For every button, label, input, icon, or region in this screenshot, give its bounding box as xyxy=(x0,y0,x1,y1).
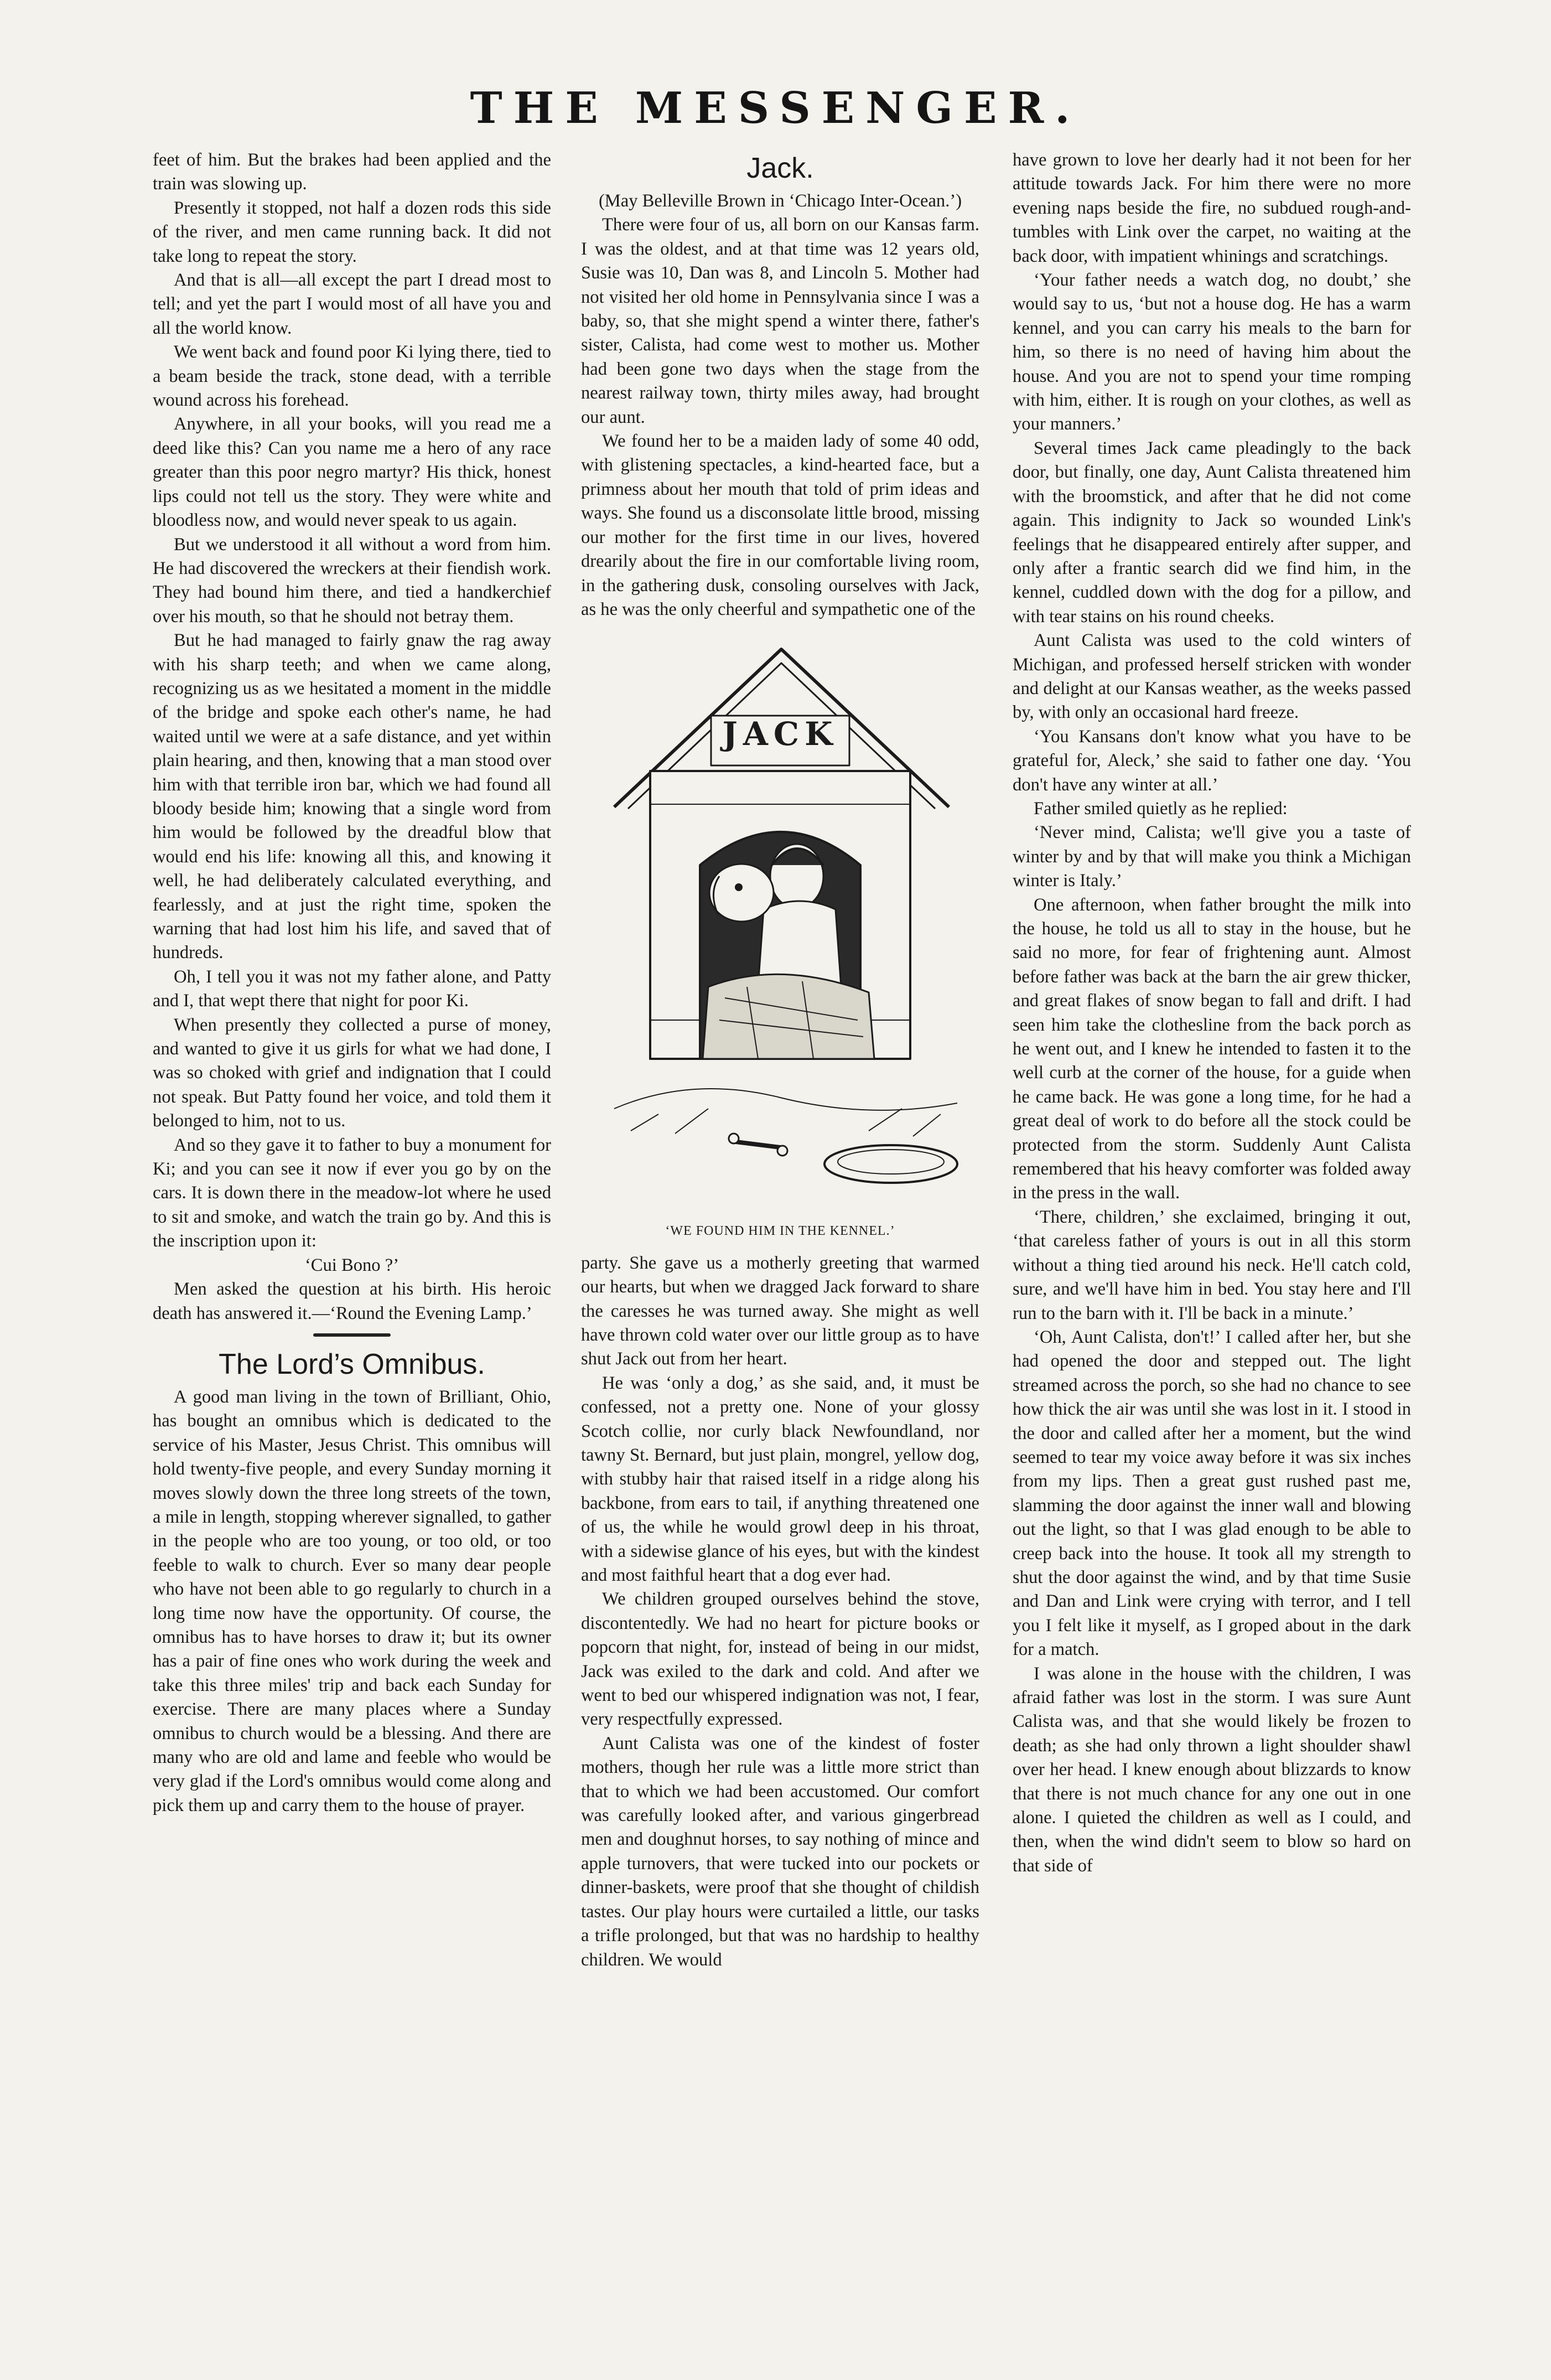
paragraph: There were four of us, all born on our Kansas farm. I was the oldest, and at that time was 12 years old, Susie was 10, Dan was 8, and Lincoln 5. Mother had not visited her old home in Pennsylvania since I was a baby, so, that she might spend a winter there, father's sister, Calista, had come west to mother us. Mother had been gone two days when the stage from the nearest railway town, thirty miles away, had brought our aunt. xyxy=(581,215,979,427)
omnibus-paragraphs xyxy=(153,1385,551,1818)
paragraph: A good man living in the town of Brilliant, Ohio, has bought an omnibus which is dedicated to the service of his Master, Jesus Christ. This omnibus will hold twenty-five people, and every Sunday morning it moves slowly down the three long streets of the town, a mile in length, stopping wherever signalled, to gather in the people who are too young, or too old, or too feeble to walk to church. Ever so many dear people who have not been able to go regularly to church in a long time now have the opportunity. Of course, the omnibus has to have horses to draw it; but its owner has a pair of fine ones who work during the week and take this three miles' trip and back each Sunday for exercise. There are many places where a Sunday omnibus to church would be a blessing. And there are many who are old and lame and feeble who would be very glad if the Lord's omnibus would come along and pick them up and carry them to the house of prayer. xyxy=(153,1386,551,1815)
paragraph: We went back and found poor Ki lying there, tied to a beam beside the track, stone dead, with a terrible wound across his forehead. xyxy=(153,342,551,411)
paragraph: He was ‘only a dog,’ as she said, and, it must be confessed, not a pretty one. None of your glossy Scotch collie, nor curly black Newfoundland, nor tawny St. Bernard, but just plain, mongrel, yellow dog, with stubby hair that raised itself in a ridge along his backbone, from ears to tail, if anything threatened one of us, the while he would growl deep in his throat, with a sidewise glance of his eyes, but with the kindest and most faithful heart that a dog ever had. xyxy=(581,1373,979,1585)
paragraph: We found her to be a maiden lady of some 40 odd, with glistening spectacles, a kind-hearted face, but a primness about her mouth that told of prim ideas and ways. She found us a disconsolate little brood, missing our mother for the first time in our lives, hovered drearily about the fire in our comfortable living room, in the gathering dusk, consoling ourselves with Jack, as he was the only cheerful and sympathetic one of the xyxy=(581,431,979,619)
paragraph: Aunt Calista was one of the kindest of foster mothers, though her rule was a little more strict than that to which we had been accustomed. Our comfort was carefully looked after, and various gingerbread men and doughnut horses, to say nothing of mince and apple turnovers, that were tucked into our pockets or dinner-baskets, were proof that she thought of childish tastes. Our play hours were curtailed a little, our tasks a trifle prolonged, but that was no hardship to healthy children. We would xyxy=(581,1733,979,1970)
paragraph: When presently they collected a purse of money, and wanted to give it us girls for what we had done, I was so choked with grief and indignation that I could not speak. But Patty found her voice, and told them it belonged to him, not to us. xyxy=(153,1015,551,1131)
paragraph: ‘Oh, Aunt Calista, don't!’ I called after her, but she had opened the door and stepped out. The light streamed across the porch, so she had no chance to see how thick the air was until she was lost in it. I stood in the door and called after her a moment, but the wind seemed to tear my voice away before it was six inches from my lips. Then a great gust rushed past me, slamming the door against the inner wall and blowing out the light, so that I was glad enough to be able to creep back into the house. It took all my strength to shut the door against the wind, and by that time Susie and Dan and Link were crying with terror, and I tell you I felt like it myself, as I groped about in the dark for a match. xyxy=(1013,1327,1411,1660)
paragraph: We children grouped ourselves behind the stove, discontentedly. We had no heart for picture books or popcorn that night, for, instead of being in our midst, Jack was exiled to the dark and cold. And after we went to bed our whispered indignation was not, I fear, very respectfully expressed. xyxy=(581,1589,979,1730)
paragraph: Presently it stopped, not half a dozen rods this side of the river, and men came running back. It did not take long to repeat the story. xyxy=(153,198,551,266)
paragraph: And that is all—all except the part I dread most to tell; and yet the part I would most of all have you and all the world know. xyxy=(153,270,551,338)
ki-story-ending xyxy=(153,1277,551,1326)
paragraph: ‘You Kansans don't know what you have to be grateful for, Aleck,’ she said to father one day. ‘You don't have any winter at all.’ xyxy=(1013,726,1411,795)
paragraph: ‘Never mind, Calista; we'll give you a taste of winter by and by that will make you think a Michigan winter is Italy.’ xyxy=(1013,822,1411,891)
paragraph: Men asked the question at his birth. His heroic death has answered it.—‘Round the Evening Lamp.’ xyxy=(153,1279,551,1323)
kennel-illustration xyxy=(581,633,979,1214)
paragraph: But we understood it all without a word from him. He had discovered the wreckers at their fiendish work. They had bound him there, and tied a handkerchief over his mouth, so that he should not betray them. xyxy=(153,534,551,627)
paragraph: feet of him. But the brakes had been applied and the train was slowing up. xyxy=(153,150,551,194)
paragraph: I was alone in the house with the children, I was afraid father was lost in the storm. I was sure Aunt Calista was, and that she would likely be frozen to death; as she had only thrown a light shoulder shawl over her head. I knew enough about blizzards to know that there is not much chance for any one out in one alone. I quieted the children as well as I could, and then, when the wind didn't seem to blow so hard on that side of xyxy=(1013,1663,1411,1876)
headline-jack: Jack. xyxy=(746,152,814,184)
jack-paragraphs-b xyxy=(581,1251,979,1972)
masthead: THE MESSENGER. xyxy=(470,83,1081,133)
paragraph: And so they gave it to father to buy a monument for Ki; and you can see it now if ever you go by on the cars. It is down there in the meadow-lot where he used to sit and smoke, and watch the train go by. And this is the inscription upon it: xyxy=(153,1135,551,1251)
inscription: ‘Cui Bono ?’ xyxy=(304,1255,400,1275)
paragraph: Aunt Calista was used to the cold winters of Michigan, and professed herself stricken with wonder and delight at our Kansas weather, as the weeks passed by, with only an occasional hard freeze. xyxy=(1013,630,1411,723)
column-middle xyxy=(581,148,979,1972)
paragraph: Several times Jack came pleadingly to the back door, but finally, one day, Aunt Calista threatened him with the broomstick, and after that he did not come again. This indignity to Jack so wounded Link's feelings that he disappeared entirely after supper, and only after a frantic search did we find him, in the kennel, cuddled down with the dog for a pillow, and with tear stains on his round cheeks. xyxy=(1013,438,1411,627)
headline-lords-omnibus: The Lord’s Omnibus. xyxy=(219,1348,485,1380)
jack-paragraphs-a xyxy=(581,213,979,622)
illustration-caption: ‘WE FOUND HIM IN THE KENNEL.’ xyxy=(665,1224,895,1239)
section-divider xyxy=(313,1333,391,1337)
paragraph: One afternoon, when father brought the milk into the house, he told us all to stay in the house, but he said no more, for fear of frightening aunt. Almost before father was back at the barn the air grew thicker, and great flakes of snow began to fall and drift. I had seen him take the clothesline from the back porch as he went out, and I knew he intended to fasten it to the well curb at the corner of the house, for a guide when he came back. He was gone a long time, for he had a great deal of work to do before all the stock could be protected from the storm. Suddenly Aunt Calista remembered that his heavy comforter was folded away in the press in the wall. xyxy=(1013,894,1411,1203)
paragraph: ‘Your father needs a watch dog, no doubt,’ she would say to us, ‘but not a house dog. He has a warm kennel, and you can carry his meals to the barn for him, so there is no need of having him about the house. And you are not to spend your time romping with him, either. It is rough on your clothes, as well as your manners.’ xyxy=(1013,270,1411,434)
paragraph: Anywhere, in all your books, will you read me a deed like this? Can you name me a hero of any race greater than this poor negro martyr? His thick, honest lips could not tell us the story. They were white and bloodless now, and would never speak to us again. xyxy=(153,414,551,531)
column-right xyxy=(1013,148,1411,1878)
byline: (May Belleville Brown in ‘Chicago Inter-Ocean.’) xyxy=(598,191,962,211)
ki-story-paragraphs xyxy=(153,148,551,1254)
paragraph: But he had managed to fairly gnaw the rag away with his sharp teeth; and when we came along, recognizing us as we hesitated a moment in the middle of the bridge and spoke each other's name, he had waited until we were at a safe distance, and yet within plain hearing, and then, knowing that a man stood over him with that terrible iron bar, which we had found all bloody beside him; knowing that a single word from him would be followed by the dreadful blow that would end his life: knowing all this, and knowing it well, he had deliberately calculated everything, and fearlessly, and at just the right time, spoken the warning that had lost him his life, and saved that of hundreds. xyxy=(153,630,551,963)
paragraph: ‘There, children,’ she exclaimed, bringing it out, ‘that careless father of yours is out in all this storm without a thing tied around his neck. He'll catch cold, sure, and we'll have him in bed. You stay here and I'll run to the barn with it. I'll be back in a minute.’ xyxy=(1013,1207,1411,1323)
column-left xyxy=(153,148,551,1818)
paragraph: have grown to love her dearly had it not been for her attitude towards Jack. For him there were no more evening naps beside the fire, no subdued rough-and-tumbles with Link over the carpet, no waiting at the back door, with impatient whinings and scratchings. xyxy=(1013,150,1411,266)
kennel-sign-text: JACK xyxy=(722,715,838,753)
jack-paragraphs-c xyxy=(1013,148,1411,1878)
paragraph: Oh, I tell you it was not my father alone, and Patty and I, that wept there that night for poor Ki. xyxy=(153,966,551,1011)
paragraph: Father smiled quietly as he replied: xyxy=(1034,798,1288,819)
paragraph: party. She gave us a motherly greeting that warmed our hearts, but when we dragged Jack forward to share the caresses he was turned away. She might as well have thrown cold water over our little group as to have shut Jack out from her heart. xyxy=(581,1253,979,1369)
